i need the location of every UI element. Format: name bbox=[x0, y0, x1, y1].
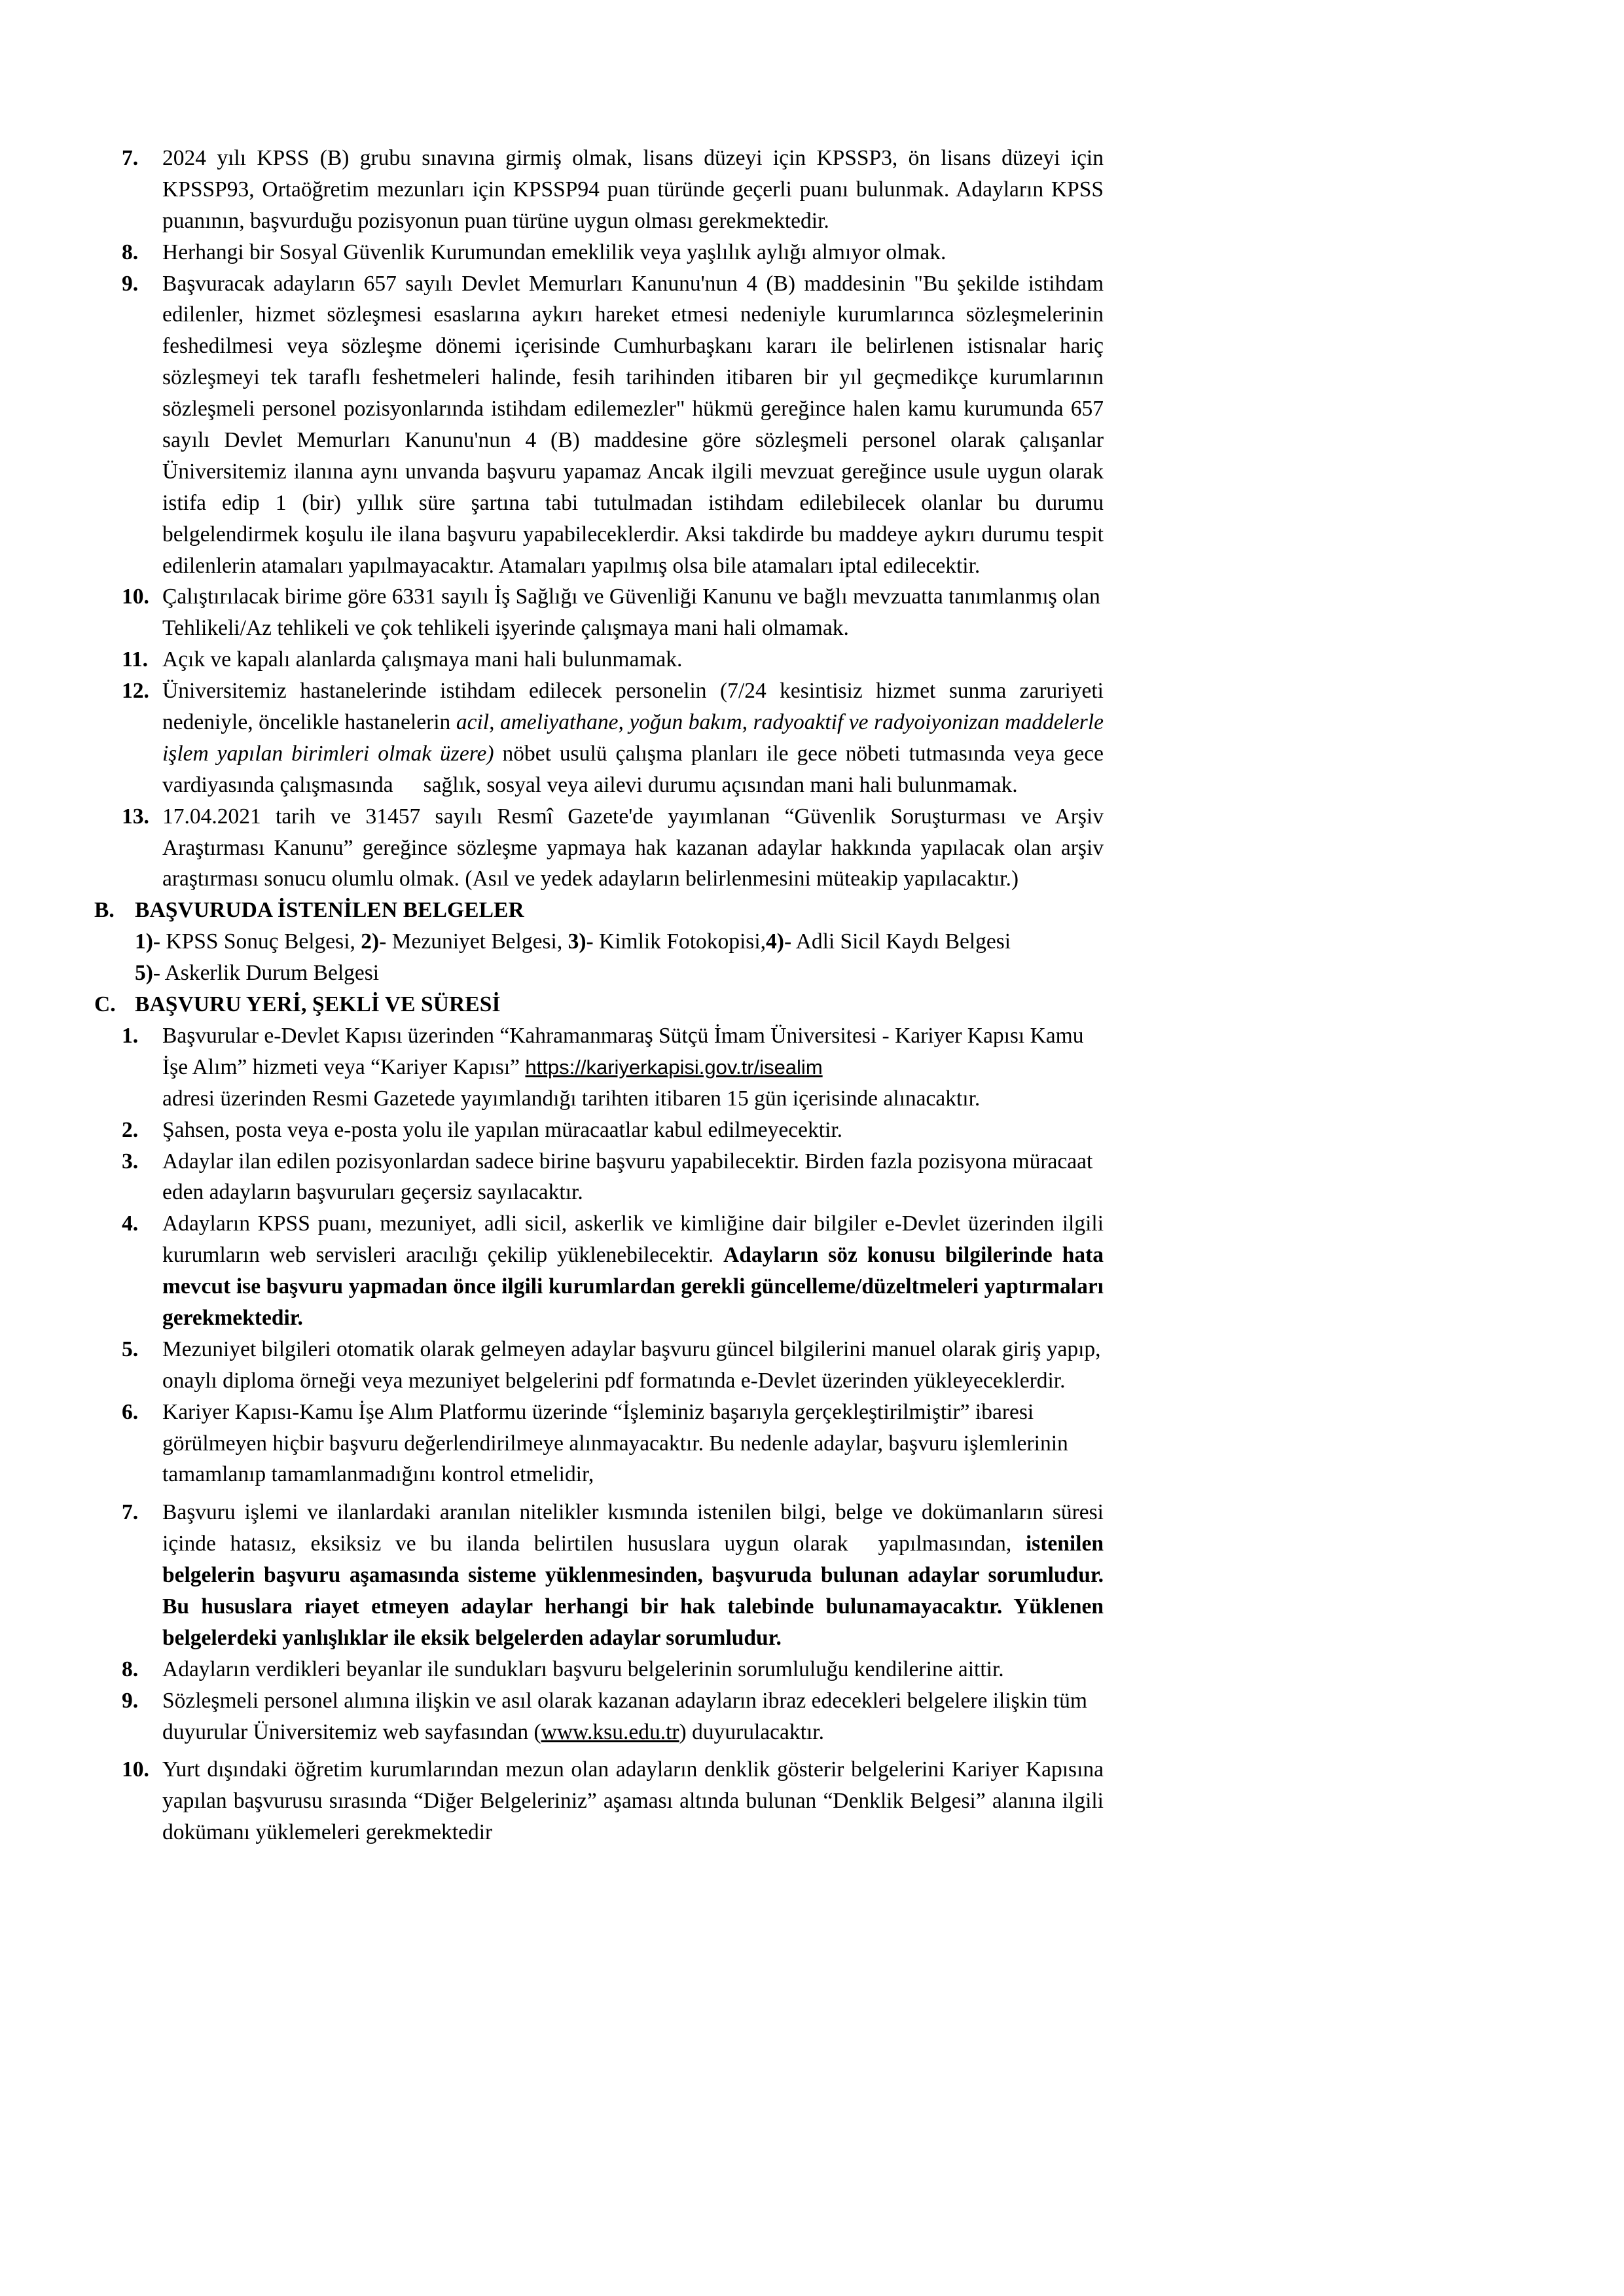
text-segment-italic: acil, ameliyathane, yoğun bakım, radyoaktif ve radyoiyonizan maddelerle işlem yapılan birimleri olmak üzere) bbox=[162, 710, 1104, 766]
list-item bbox=[122, 644, 1104, 675]
list-item-text bbox=[162, 1497, 1104, 1653]
doc-number: 1) bbox=[135, 929, 153, 954]
section-marker: B. bbox=[94, 898, 115, 923]
text-segment-bold: istenilen belgelerin başvuru aşamasında sisteme yüklenmesinden, başvuruda bulunan adaylar sorumludur. Bu hususlara riayet etmeyen adaylar herhangi bir hak talebinde bulunamayacaktır. Yüklenen belgelerdeki yanlışlıklar ile eksik belgelerden adaylar sorumludur. bbox=[162, 1532, 1104, 1650]
list-item-text: Yurt dışındaki öğretim kurumlarından mezun olan adayların denklik gösterir belgelerini Kariyer Kapısına yapılan başvurusu sırasında “Diğer Belgeleriniz” aşaması altında bulunan “Denklik Belgesi” alanına ilgili dokümanı yüklemeleri gerekmektedir bbox=[162, 1757, 1104, 1845]
list-marker: 4. bbox=[122, 1211, 139, 1236]
list-marker: 1. bbox=[122, 1023, 139, 1048]
text-segment: sağlık, sosyal veya ailevi durumu açısından mani hali bulunmamak. bbox=[423, 772, 1018, 797]
section-heading-b bbox=[94, 895, 1104, 926]
list-item bbox=[122, 1685, 1104, 1748]
list-item-text: Çalıştırılacak birime göre 6331 sayılı İş Sağlığı ve Güvenliği Kanunu ve bağlı mevzuatta tanımlanmış olan Tehlikeli/Az tehlikeli ve çok tehlikeli işyerinde çalışmaya mani hali olmamak. bbox=[162, 584, 1100, 641]
section-title: BAŞVURU YERİ, ŞEKLİ VE SÜRESİ bbox=[135, 992, 501, 1017]
list-item bbox=[122, 1497, 1104, 1653]
list-item-text bbox=[162, 675, 1104, 801]
doc-label: - Adli Sicil Kaydı Belgesi bbox=[784, 929, 1011, 954]
text-segment: adresi üzerinden Resmi Gazetede yayımlandığı tarihten itibaren 15 gün içerisinde alınacaktır. bbox=[162, 1086, 981, 1111]
doc-label: - Askerlik Durum Belgesi bbox=[153, 961, 380, 986]
spacer bbox=[122, 1748, 1104, 1754]
list-item-text: Kariyer Kapısı-Kamu İşe Alım Platformu üzerinde “İşleminiz başarıyla gerçekleştirilmiştir” ibaresi görülmeyen hiçbir başvuru değerlendirilmeye alınmayacaktır. Bu nedenle adaylar, başvuru işlemlerinin tamamlanıp tamamlanmadığını kontrol etmelidir, bbox=[162, 1399, 1068, 1487]
list-marker: 7. bbox=[122, 146, 139, 170]
list-marker: 3. bbox=[122, 1149, 139, 1174]
text-segment: Üniversitemiz hastanelerinde istihdam edilecek personelin (7/24 kesintisiz hizmet sunma zaruriyeti nedeniyle, öncelikle hastanelerin bbox=[162, 679, 1104, 735]
section-heading-c bbox=[94, 989, 1104, 1020]
list-item bbox=[122, 1397, 1104, 1491]
list-item-text bbox=[162, 1685, 1104, 1748]
text-segment: Adayların KPSS puanı, mezuniyet, adli sicil, askerlik ve kimliğine dair bilgiler e-Devlet üzerinden ilgili kurumların web servisleri aracılığı çekilip yüklenebilecektir. bbox=[162, 1211, 1104, 1268]
list-marker: 7. bbox=[122, 1500, 139, 1525]
list-item-text: Herhangi bir Sosyal Güvenlik Kurumundan emeklilik veya yaşlılık aylığı almıyor olmak. bbox=[162, 240, 947, 264]
list-item bbox=[122, 1115, 1104, 1146]
list-marker: 9. bbox=[122, 271, 139, 296]
list-item-text: 17.04.2021 tarih ve 31457 sayılı Resmî Gazete'de yayımlanan “Güvenlik Soruşturması ve Arşiv Araştırması Kanunu” gereğince sözleşme yapmaya hak kazanan adaylar hakkında yapılacak olan arşiv araştırması sonucu olumlu olmak. (Asıl ve yedek adayların belirlenmesini müteakip yapılacaktır.) bbox=[162, 804, 1104, 891]
list-item bbox=[122, 268, 1104, 582]
documents-line-2 bbox=[135, 958, 1104, 989]
text-segment-bold: Adayların söz konusu bilgilerinde hata mevcut ise başvuru yapmadan önce ilgili kurumlardan gerekli güncelleme/düzeltmeleri yaptırmaları gerekmektedir. bbox=[162, 1243, 1104, 1330]
list-marker: 6. bbox=[122, 1399, 139, 1424]
text-segment: Sözleşmeli personel alımına ilişkin ve asıl olarak kazanan adayların ibraz edecekleri belgelere ilişkin tüm duyurular Üniversitemiz web sayfasından ( bbox=[162, 1688, 1087, 1744]
list-marker: 12. bbox=[122, 679, 149, 704]
list-marker: 10. bbox=[122, 1757, 149, 1782]
section-marker: C. bbox=[94, 992, 116, 1017]
text-segment: ) duyurulacaktır. bbox=[679, 1719, 824, 1744]
doc-number: 4) bbox=[766, 929, 784, 954]
list-item bbox=[122, 1334, 1104, 1397]
text-segment: nöbet usulü çalışma planları ile gece nöbeti tutmasında veya gece vardiyasında çalışmasında bbox=[162, 741, 1104, 797]
list-item-text: 2024 yılı KPSS (B) grubu sınavına girmiş olmak, lisans düzeyi için KPSSP3, ön lisans düzeyi için KPSSP93, Ortaöğretim mezunları için KPSSP94 puan türünde geçerli puanı bulunmak. Adayların KPSS puanının, başvurduğu pozisyonun puan türüne uygun olması gerekmektedir. bbox=[162, 146, 1104, 233]
list-item-text: Adayların verdikleri beyanlar ile sundukları başvuru belgelerinin sorumluluğu kendilerine aittir. bbox=[162, 1657, 1004, 1681]
doc-number: 5) bbox=[135, 961, 153, 986]
list-marker: 13. bbox=[122, 804, 149, 829]
list-item-text: Adaylar ilan edilen pozisyonlardan sadece birine başvuru yapabilecektir. Birden fazla pozisyona müracaat eden adayların başvuruları geçersiz sayılacaktır. bbox=[162, 1149, 1093, 1205]
documents-line-1 bbox=[135, 926, 1104, 958]
doc-number: 3) bbox=[568, 929, 586, 954]
list-item bbox=[122, 1754, 1104, 1848]
list-item-text: Mezuniyet bilgileri otomatik olarak gelmeyen adaylar başvuru güncel bilgilerini manuel olarak giriş yapıp, onaylı diploma örneği veya mezuniyet belgelerini pdf formatında e-Devlet üzerinden yükleyeceklerdir. bbox=[162, 1336, 1101, 1393]
spacer bbox=[122, 1490, 1104, 1497]
list-item bbox=[122, 675, 1104, 801]
list-marker: 5. bbox=[122, 1336, 139, 1361]
section-title: BAŞVURUDA İSTENİLEN BELGELER bbox=[135, 898, 524, 923]
list-item-text: Açık ve kapalı alanlarda çalışmaya mani hali bulunmamak. bbox=[162, 647, 683, 672]
page-content bbox=[94, 143, 1104, 1848]
text-segment: yapılmasından, bbox=[878, 1532, 1026, 1556]
list-item bbox=[122, 143, 1104, 237]
list-item bbox=[122, 1208, 1104, 1334]
list-marker: 2. bbox=[122, 1117, 139, 1142]
list-item bbox=[122, 1146, 1104, 1209]
list-marker: 8. bbox=[122, 1657, 139, 1681]
list-item-text: Başvuracak adayların 657 sayılı Devlet Memurları Kanunu'nun 4 (B) maddesinin "Bu şekilde istihdam edilenler, hizmet sözleşmesi esaslarına aykırı hareket etmesi nedeniyle kurumlarınca sözleşmelerinin feshedilmesi veya sözleşme dönemi içerisinde Cumhurbaşkanı kararı ile belirlenen istisnalar hariç sözleşmeyi tek taraflı feshetmeleri halinde, fesih tarihinden itibaren bir yıl geçmedikçe kurumlarının sözleşmeli personel pozisyonlarında istihdam edilemezler" hükmü gereğince halen kamu kurumunda 657 sayılı Devlet Memurları Kanunu'nun 4 (B) maddesine göre sözleşmeli personel olarak çalışanlar Üniversitemiz ilanına aynı unvanda başvuru yapamaz Ancak ilgili mevzuat gereğince usule uygun olarak istifa edip 1 (bir) yıllık süre şartına tabi tutulmadan istihdam edilebilecek olanlar bu durumu belgelendirmek koşulu ile ilana başvuru yapabileceklerdir. Aksi takdirde bu maddeye aykırı durumu tespit edilenlerin atamaları yapılmayacaktır. Atamaları yapılmış olsa bile atamaları iptal edilecektir. bbox=[162, 271, 1104, 578]
list-marker: 9. bbox=[122, 1688, 139, 1713]
doc-label: - Mezuniyet Belgesi, bbox=[379, 929, 568, 954]
list-item bbox=[122, 801, 1104, 895]
doc-number: 2) bbox=[361, 929, 380, 954]
list-item bbox=[122, 237, 1104, 268]
list-marker: 10. bbox=[122, 584, 149, 609]
list-item bbox=[122, 581, 1104, 644]
doc-label: - KPSS Sonuç Belgesi, bbox=[153, 929, 361, 954]
list-item-text bbox=[162, 1020, 1104, 1115]
list-item-text bbox=[162, 1208, 1104, 1334]
kariyer-kapisi-link[interactable]: https://kariyerkapisi.gov.tr/isealim bbox=[525, 1055, 823, 1079]
ksu-website-link[interactable]: www.ksu.edu.tr bbox=[541, 1719, 679, 1744]
list-marker: 11. bbox=[122, 647, 149, 672]
list-item bbox=[122, 1654, 1104, 1685]
doc-label: - Kimlik Fotokopisi, bbox=[586, 929, 767, 954]
list-marker: 8. bbox=[122, 240, 139, 264]
text-segment: Başvuru işlemi ve ilanlardaki aranılan nitelikler kısmında istenilen bilgi, belge ve dokümanların süresi içinde hatasız, eksiksiz ve bu ilanda belirtilen hususlara uygun olarak bbox=[162, 1500, 1104, 1556]
text-segment: Başvurular e-Devlet Kapısı üzerinden “Kahramanmaraş Sütçü İmam Üniversitesi - Kariyer Kapısı Kamu İşe Alım” hizmeti veya “Kariyer Kapısı” bbox=[162, 1023, 1084, 1079]
list-item bbox=[122, 1020, 1104, 1115]
list-item-text: Şahsen, posta veya e-posta yolu ile yapılan müracaatlar kabul edilmeyecektir. bbox=[162, 1117, 843, 1142]
